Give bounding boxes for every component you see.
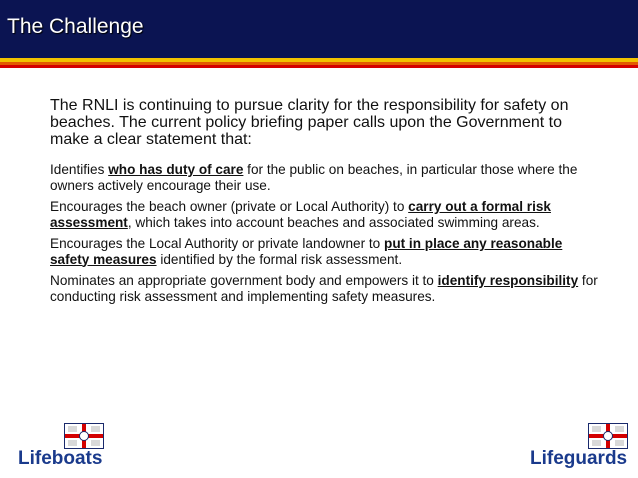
item-text: , which takes into account beaches and associated swimming areas. [127,214,540,230]
lifeguards-label: Lifeguards [530,448,628,469]
stripe-red [0,65,638,68]
slide-title: The Challenge [7,15,144,38]
rnli-flag-icon [64,423,104,449]
item-text: identified by the formal risk assessment. [156,251,403,267]
challenge-item [50,236,598,267]
lifeboats-label: Lifeboats [18,448,103,469]
item-highlight: who has duty of care [108,162,244,177]
challenge-item [50,199,598,230]
item-text: for the public on beaches, in particular those where the owners actively encourage their use. [50,162,578,193]
item-text: for conducting risk assessment and implementing safety measures. [50,273,598,304]
challenge-item [50,273,598,304]
rnli-flag-icon [588,423,628,449]
lead-paragraph: The RNLI is continuing to pursue clarity for the responsibility for safety on beaches. The current policy briefing paper calls upon the Government to make a clear statement that: [50,97,569,148]
item-text: Identifies [50,162,109,177]
title-bar [0,0,638,58]
challenge-item [50,162,598,193]
item-text: Nominates an appropriate government body and empowers it to [50,273,438,288]
item-highlight: put in place any reasonable safety measures [50,236,563,267]
item-highlight: identify responsibility [437,273,579,288]
slide-body [50,97,598,310]
item-text: Encourages the beach owner (private or Local Authority) to [50,199,409,214]
item-highlight: carry out a formal risk assessment [50,199,551,230]
item-text: Encourages the Local Authority or private landowner to [50,236,385,251]
